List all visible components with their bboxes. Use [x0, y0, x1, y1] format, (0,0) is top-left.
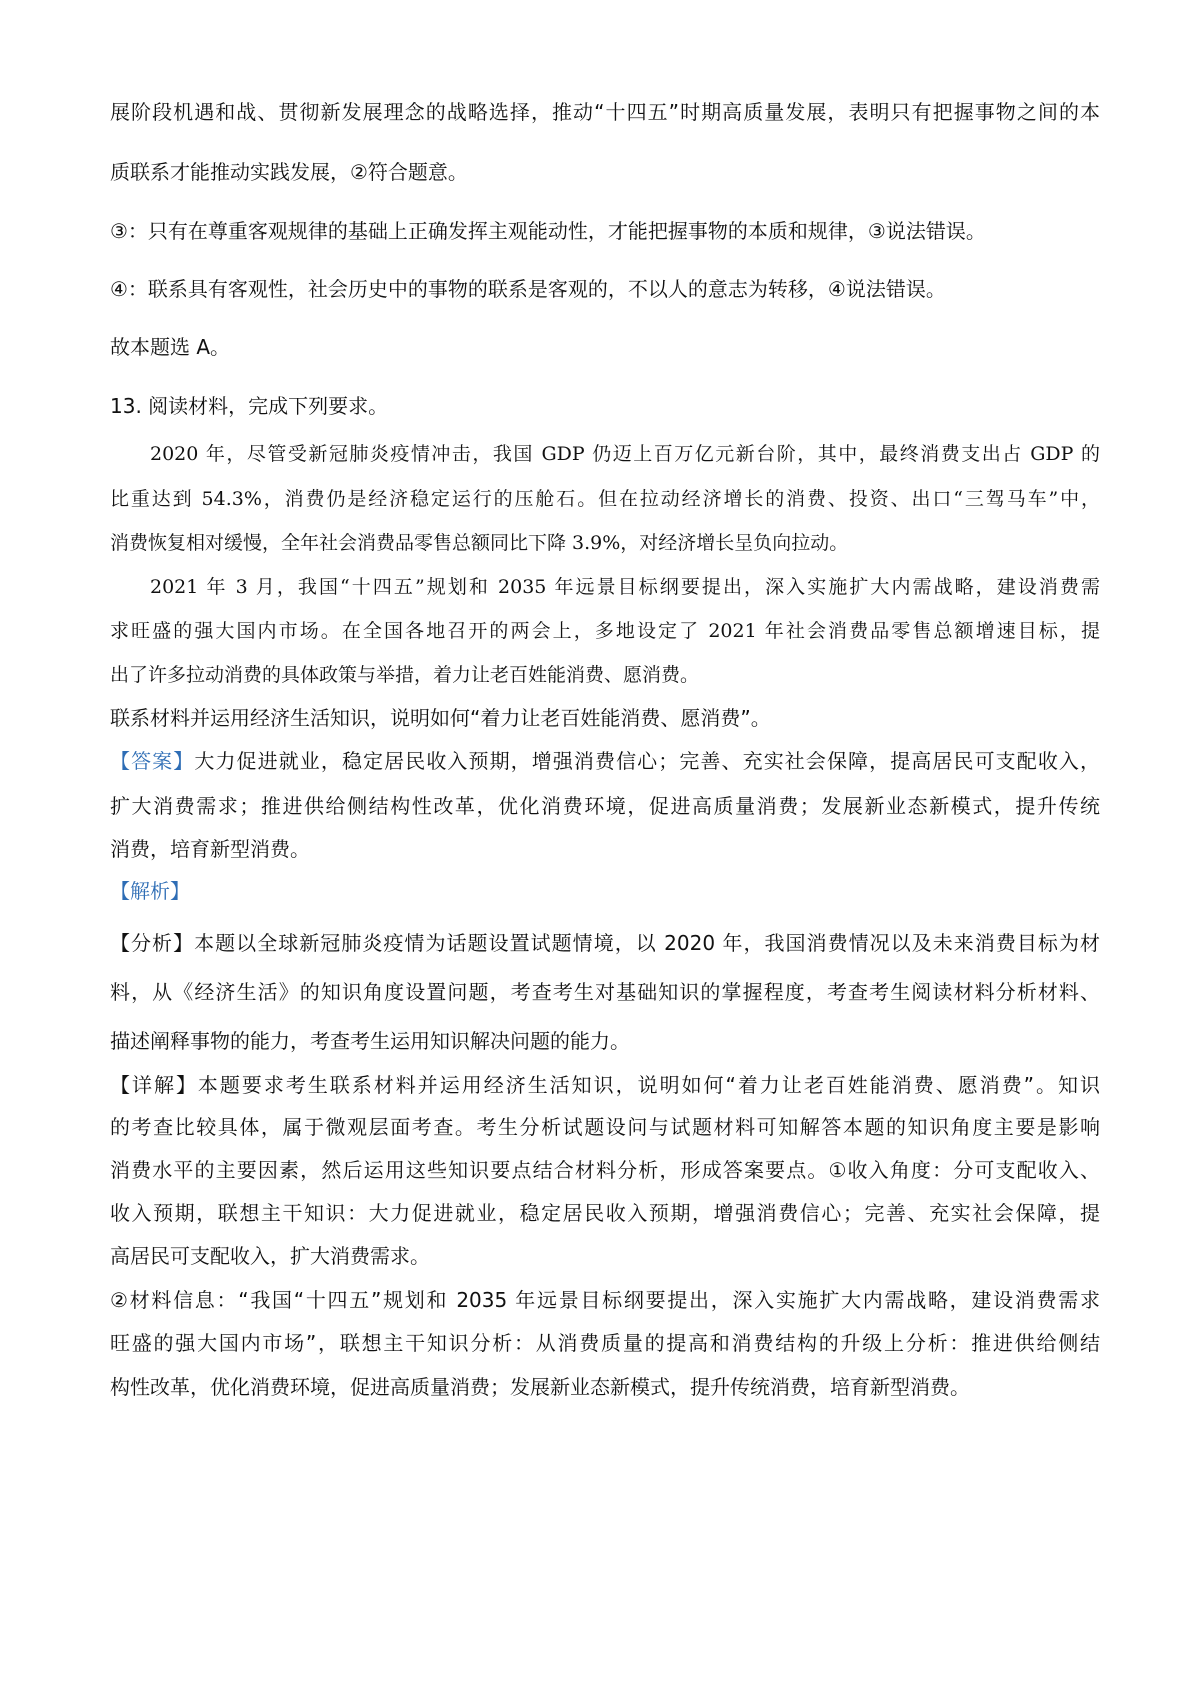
prev-analysis-conclusion: 故本题选 A。	[110, 335, 231, 359]
material-p1-line-3: 消费恢复相对缓慢，全年社会消费品零售总额同比下降 3.9%，对经济增长呈负向拉动。	[110, 532, 849, 554]
prev-analysis-item-3: ③：只有在尊重客观规律的基础上正确发挥主观能动性，才能把握事物的本质和规律，③说法错误。	[110, 219, 986, 243]
question-requirement: 联系材料并运用经济生活知识，说明如何“着力让老百姓能消费、愿消费”。	[110, 706, 771, 730]
material-p1-line-2: 比重达到 54.3%，消费仍是经济稳定运行的压舱石。但在拉动经济增长的消费、投资、出口“三驾马车”中，	[110, 488, 1100, 510]
material-p2-line-3: 出了许多拉动消费的具体政策与举措，着力让老百姓能消费、愿消费。	[110, 664, 700, 686]
material-p1-line-1: 2020 年，尽管受新冠肺炎疫情冲击，我国 GDP 仍迈上百万亿元新台阶，其中，最终消费支出占 GDP 的	[150, 443, 1100, 465]
material-p2-line-1: 2021 年 3 月，我国“十四五”规划和 2035 年远景目标纲要提出，深入实施扩大内需战略，建设消费需	[150, 576, 1100, 598]
xiangjie-line-3: 消费水平的主要因素，然后运用这些知识要点结合材料分析，形成答案要点。①收入角度：分可支配收入、	[110, 1158, 1100, 1182]
prev-analysis-line-1: 展阶段机遇和战、贯彻新发展理念的战略选择，推动“十四五”时期高质量发展，表明只有把握事物之间的本	[110, 100, 1100, 124]
xiangjie-line-5: 高居民可支配收入，扩大消费需求。	[110, 1244, 430, 1268]
prev-analysis-item-4: ④：联系具有客观性，社会历史中的事物的联系是客观的，不以人的意志为转移，④说法错误。	[110, 277, 946, 301]
fenxi-line-1: 【分析】本题以全球新冠肺炎疫情为话题设置试题情境，以 2020 年，我国消费情况以及未来消费目标为材	[110, 931, 1100, 955]
xiangjie-line-2: 的考查比较具体，属于微观层面考查。考生分析试题设问与试题材料可知解答本题的知识角度主要是影响	[110, 1115, 1100, 1139]
answer-text-1: 大力促进就业，稳定居民收入预期，增强消费信心；完善、充实社会保障，提高居民可支配收入，	[194, 749, 1100, 773]
xiangjie-line-4: 收入预期，联想主干知识：大力促进就业，稳定居民收入预期，增强消费信心；完善、充实社会保障，提	[110, 1201, 1100, 1225]
answer-line-3: 消费，培育新型消费。	[110, 837, 310, 861]
fenxi-line-3: 描述阐释事物的能力，考查考生运用知识解决问题的能力。	[110, 1029, 630, 1053]
material-p2-line-2: 求旺盛的强大国内市场。在全国各地召开的两会上，多地设定了 2021 年社会消费品零售总额增速目标，提	[110, 620, 1100, 642]
point2-line-2: 旺盛的强大国内市场”，联想主干知识分析：从消费质量的提高和消费结构的升级上分析：推进供给侧结	[110, 1331, 1100, 1355]
xiangjie-line-1: 【详解】本题要求考生联系材料并运用经济生活知识，说明如何“着力让老百姓能消费、愿消费”。知识	[110, 1073, 1100, 1097]
analysis-tag: 【解析】	[110, 879, 190, 903]
answer-line-1	[110, 747, 1100, 775]
point2-line-3: 构性改革，优化消费环境，促进高质量消费；发展新业态新模式，提升传统消费，培育新型消费。	[110, 1375, 970, 1399]
fenxi-line-2: 料，从《经济生活》的知识角度设置问题，考查考生对基础知识的掌握程度，考查考生阅读材料分析材料、	[110, 980, 1100, 1004]
answer-tag: 【答案】	[110, 749, 195, 773]
answer-line-2: 扩大消费需求；推进供给侧结构性改革，优化消费环境，促进高质量消费；发展新业态新模式，提升传统	[110, 794, 1100, 818]
question-13-stem: 13. 阅读材料，完成下列要求。	[110, 394, 389, 418]
point2-line-1: ②材料信息：“我国“十四五”规划和 2035 年远景目标纲要提出，深入实施扩大内需战略，建设消费需求	[110, 1288, 1100, 1312]
prev-analysis-line-2: 质联系才能推动实践发展，②符合题意。	[110, 160, 468, 184]
